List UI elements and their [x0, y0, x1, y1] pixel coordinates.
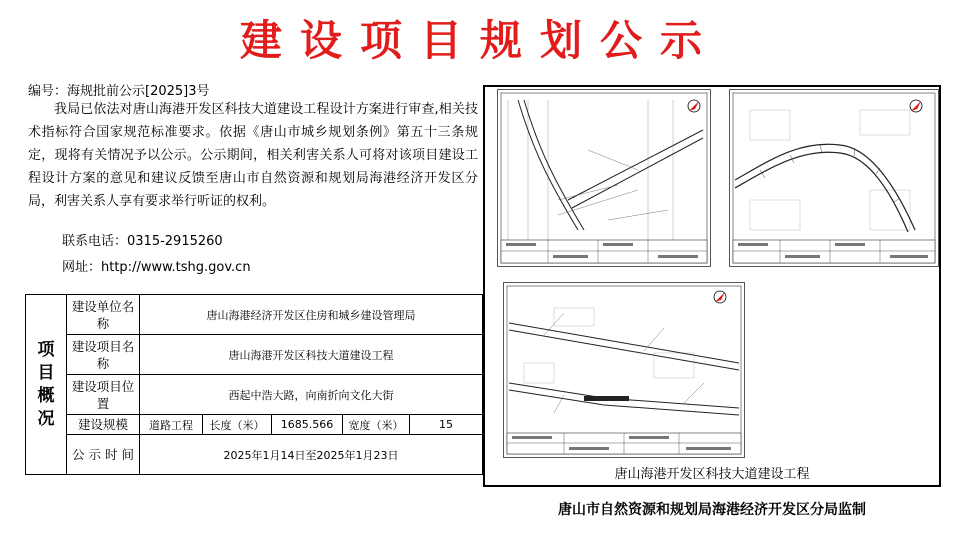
plan-sheet-2: [729, 89, 939, 267]
summary-side-heading: 项 目 概 况: [26, 295, 67, 475]
project-value: 唐山海港开发区科技大道建设工程: [140, 335, 483, 375]
period-label: 公 示 时 间: [67, 435, 140, 475]
drawing-caption: 唐山海港开发区科技大道建设工程: [614, 467, 810, 482]
contact-website: 网址：http://www.tshg.gov.cn: [62, 260, 251, 275]
project-label: 建设项目名称: [67, 335, 140, 375]
plan-sheet-1: [497, 89, 711, 267]
contact-phone: 联系电话：0315-2915260: [62, 234, 223, 249]
scale-label: 建设规模: [67, 415, 140, 435]
drawing-frame: [483, 85, 941, 487]
length-label: 长度（米）: [203, 415, 272, 435]
page-title: 建设项目规划公示: [239, 16, 720, 65]
project-summary-table: [25, 294, 483, 475]
location-value: 西起中浩大路，向南折向文化大街: [140, 375, 483, 415]
footer-issuer: 唐山市自然资源和规划局海港经济开发区分局监制: [558, 502, 866, 518]
unit-label: 建设单位名称: [67, 295, 140, 335]
document-number: 编号：海规批前公示[2025]3号: [28, 84, 210, 99]
period-value: 2025年1月14日至2025年1月23日: [140, 435, 483, 475]
scale-type: 道路工程: [140, 415, 203, 435]
location-label: 建设项目位置: [67, 375, 140, 415]
width-value: 15: [410, 415, 483, 435]
announcement-paragraph: 我局已依法对唐山海港开发区科技大道建设工程设计方案进行审查,相关技术指标符合国家规范标准要求。依据《唐山市城乡规划条例》第五十三条规定，现将有关情况予以公示。公示期间，相关利害关系人可将对该项目建设工程设计方案的意见和建议反馈至唐山市自然资源和规划局海港经济开发区分局，利害关系人享有要求举行听证的权利。: [28, 102, 478, 209]
length-value: 1685.566: [272, 415, 343, 435]
width-label: 宽度（米）: [343, 415, 410, 435]
plan-sheet-3: [503, 282, 745, 458]
unit-value: 唐山海港经济开发区住房和城乡建设管理局: [140, 295, 483, 335]
